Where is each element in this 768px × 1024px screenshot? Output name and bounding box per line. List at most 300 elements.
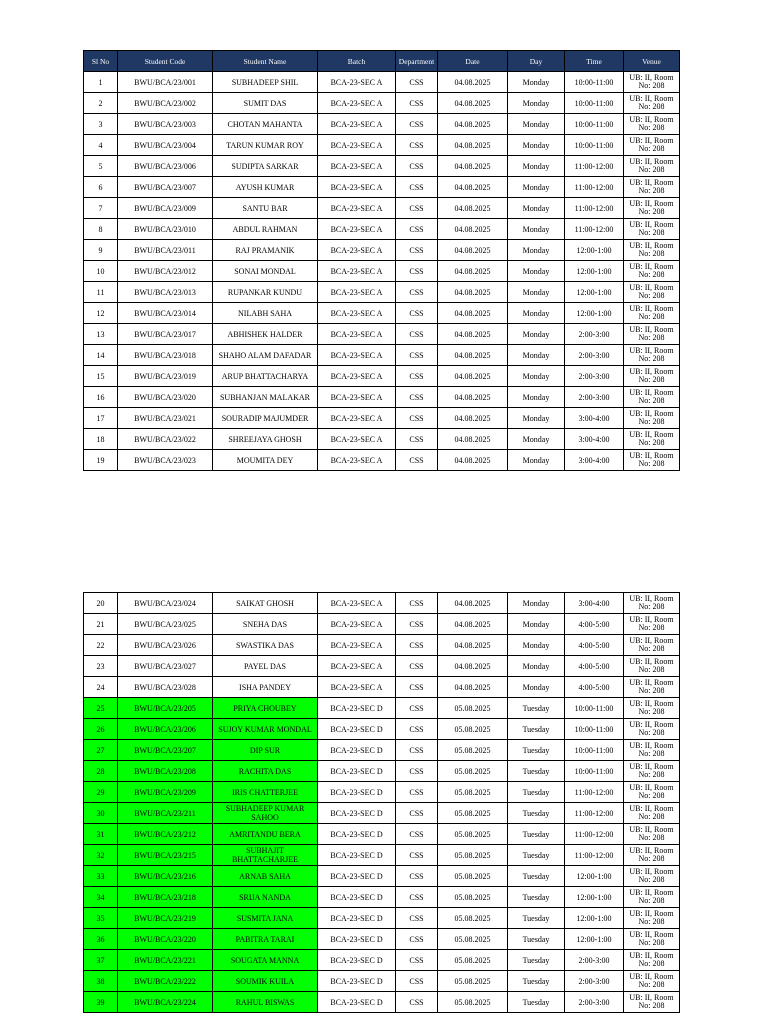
cell-day: Tuesday [508, 782, 565, 803]
cell-department: CSS [396, 240, 438, 261]
cell-sl-no: 36 [84, 929, 118, 950]
cell-student-name: RUPANKAR KUNDU [213, 282, 318, 303]
cell-date: 04.08.2025 [438, 198, 508, 219]
cell-time: 10:00-11:00 [565, 93, 624, 114]
cell-sl-no: 27 [84, 740, 118, 761]
cell-venue: UB: II, Room No: 208 [624, 324, 680, 345]
cell-venue: UB: II, Room No: 208 [624, 429, 680, 450]
cell-student-code: BWU/BCA/23/208 [118, 761, 213, 782]
cell-day: Monday [508, 93, 565, 114]
cell-department: CSS [396, 803, 438, 824]
header-venue: Venue [624, 51, 680, 72]
cell-time: 10:00-11:00 [565, 135, 624, 156]
cell-sl-no: 24 [84, 677, 118, 698]
cell-day: Monday [508, 677, 565, 698]
cell-student-name: IRIS CHATTERJEE [213, 782, 318, 803]
table-row [84, 366, 680, 387]
cell-batch: BCA-23-SEC D [318, 719, 396, 740]
cell-time: 12:00-1:00 [565, 908, 624, 929]
cell-student-name: SUJOY KUMAR MONDAL [213, 719, 318, 740]
cell-student-name: SHREEJAYA GHOSH [213, 429, 318, 450]
cell-batch: BCA-23-SEC A [318, 198, 396, 219]
cell-venue: UB: II, Room No: 208 [624, 177, 680, 198]
cell-department: CSS [396, 135, 438, 156]
cell-venue: UB: II, Room No: 208 [624, 408, 680, 429]
cell-date: 04.08.2025 [438, 366, 508, 387]
cell-venue: UB: II, Room No: 208 [624, 72, 680, 93]
table-row [84, 656, 680, 677]
cell-student-name: AMRITANDU BERA [213, 824, 318, 845]
cell-student-name: ARUP BHATTACHARYA [213, 366, 318, 387]
table-row [84, 72, 680, 93]
cell-sl-no: 19 [84, 450, 118, 471]
cell-time: 4:00-5:00 [565, 635, 624, 656]
cell-batch: BCA-23-SEC D [318, 929, 396, 950]
cell-time: 11:00-12:00 [565, 845, 624, 866]
cell-day: Monday [508, 240, 565, 261]
cell-day: Tuesday [508, 698, 565, 719]
header-date: Date [438, 51, 508, 72]
cell-batch: BCA-23-SEC A [318, 240, 396, 261]
cell-department: CSS [396, 866, 438, 887]
cell-time: 11:00-12:00 [565, 198, 624, 219]
cell-date: 04.08.2025 [438, 387, 508, 408]
cell-sl-no: 18 [84, 429, 118, 450]
table-row [84, 177, 680, 198]
cell-batch: BCA-23-SEC D [318, 824, 396, 845]
cell-sl-no: 20 [84, 593, 118, 614]
cell-batch: BCA-23-SEC A [318, 72, 396, 93]
cell-day: Tuesday [508, 950, 565, 971]
cell-student-code: BWU/BCA/23/009 [118, 198, 213, 219]
cell-day: Monday [508, 656, 565, 677]
cell-student-code: BWU/BCA/23/012 [118, 261, 213, 282]
cell-department: CSS [396, 677, 438, 698]
cell-sl-no: 39 [84, 992, 118, 1013]
cell-time: 2:00-3:00 [565, 992, 624, 1013]
cell-time: 12:00-1:00 [565, 887, 624, 908]
cell-venue: UB: II, Room No: 208 [624, 803, 680, 824]
cell-student-name: MOUMITA DEY [213, 450, 318, 471]
cell-date: 04.08.2025 [438, 324, 508, 345]
cell-student-code: BWU/BCA/23/018 [118, 345, 213, 366]
cell-sl-no: 16 [84, 387, 118, 408]
cell-batch: BCA-23-SEC D [318, 908, 396, 929]
cell-time: 11:00-12:00 [565, 782, 624, 803]
schedule-table-bottom [83, 592, 680, 1013]
cell-day: Tuesday [508, 719, 565, 740]
cell-department: CSS [396, 635, 438, 656]
cell-department: CSS [396, 219, 438, 240]
cell-day: Monday [508, 156, 565, 177]
cell-student-code: BWU/BCA/23/006 [118, 156, 213, 177]
table-row [84, 887, 680, 908]
cell-time: 10:00-11:00 [565, 719, 624, 740]
cell-sl-no: 32 [84, 845, 118, 866]
cell-batch: BCA-23-SEC D [318, 992, 396, 1013]
schedule-table-top [83, 50, 680, 471]
cell-department: CSS [396, 761, 438, 782]
cell-student-name: SUMIT DAS [213, 93, 318, 114]
header-day: Day [508, 51, 565, 72]
cell-date: 04.08.2025 [438, 635, 508, 656]
cell-student-name: RAJ PRAMANIK [213, 240, 318, 261]
cell-time: 11:00-12:00 [565, 824, 624, 845]
cell-department: CSS [396, 429, 438, 450]
cell-sl-no: 8 [84, 219, 118, 240]
cell-day: Tuesday [508, 845, 565, 866]
table-row [84, 740, 680, 761]
cell-student-name: SAIKAT GHOSH [213, 593, 318, 614]
cell-day: Tuesday [508, 740, 565, 761]
cell-day: Monday [508, 593, 565, 614]
cell-date: 05.08.2025 [438, 824, 508, 845]
cell-venue: UB: II, Room No: 208 [624, 782, 680, 803]
cell-venue: UB: II, Room No: 208 [624, 677, 680, 698]
header-student-code: Student Code [118, 51, 213, 72]
header-batch: Batch [318, 51, 396, 72]
cell-department: CSS [396, 198, 438, 219]
cell-venue: UB: II, Room No: 208 [624, 114, 680, 135]
cell-time: 12:00-1:00 [565, 303, 624, 324]
cell-department: CSS [396, 177, 438, 198]
table-row [84, 866, 680, 887]
cell-department: CSS [396, 261, 438, 282]
cell-time: 10:00-11:00 [565, 72, 624, 93]
cell-sl-no: 31 [84, 824, 118, 845]
cell-batch: BCA-23-SEC A [318, 135, 396, 156]
cell-time: 4:00-5:00 [565, 677, 624, 698]
table-row [84, 345, 680, 366]
cell-day: Monday [508, 450, 565, 471]
cell-batch: BCA-23-SEC D [318, 761, 396, 782]
table-row [84, 282, 680, 303]
cell-time: 3:00-4:00 [565, 408, 624, 429]
cell-batch: BCA-23-SEC D [318, 887, 396, 908]
cell-student-name: PABITRA TARAI [213, 929, 318, 950]
table-row [84, 198, 680, 219]
cell-sl-no: 13 [84, 324, 118, 345]
cell-department: CSS [396, 782, 438, 803]
cell-student-code: BWU/BCA/23/224 [118, 992, 213, 1013]
table-row [84, 387, 680, 408]
table-row [84, 219, 680, 240]
cell-day: Monday [508, 72, 565, 93]
cell-batch: BCA-23-SEC D [318, 698, 396, 719]
cell-venue: UB: II, Room No: 208 [624, 656, 680, 677]
cell-time: 12:00-1:00 [565, 282, 624, 303]
cell-student-name: SONAI MONDAL [213, 261, 318, 282]
header-sl-no: Sl No [84, 51, 118, 72]
table-row [84, 992, 680, 1013]
table-row [84, 614, 680, 635]
cell-student-name: DIP SUR [213, 740, 318, 761]
cell-day: Tuesday [508, 803, 565, 824]
cell-day: Tuesday [508, 824, 565, 845]
cell-batch: BCA-23-SEC A [318, 282, 396, 303]
cell-department: CSS [396, 719, 438, 740]
cell-student-code: BWU/BCA/23/220 [118, 929, 213, 950]
cell-venue: UB: II, Room No: 208 [624, 971, 680, 992]
cell-student-code: BWU/BCA/23/019 [118, 366, 213, 387]
cell-sl-no: 35 [84, 908, 118, 929]
cell-sl-no: 10 [84, 261, 118, 282]
cell-venue: UB: II, Room No: 208 [624, 135, 680, 156]
cell-department: CSS [396, 929, 438, 950]
cell-sl-no: 17 [84, 408, 118, 429]
cell-sl-no: 4 [84, 135, 118, 156]
cell-student-code: BWU/BCA/23/022 [118, 429, 213, 450]
cell-date: 04.08.2025 [438, 303, 508, 324]
cell-venue: UB: II, Room No: 208 [624, 719, 680, 740]
cell-student-code: BWU/BCA/23/025 [118, 614, 213, 635]
cell-time: 11:00-12:00 [565, 177, 624, 198]
cell-sl-no: 26 [84, 719, 118, 740]
cell-batch: BCA-23-SEC A [318, 593, 396, 614]
cell-day: Monday [508, 219, 565, 240]
cell-student-code: BWU/BCA/23/027 [118, 656, 213, 677]
cell-student-name: PRIYA CHOUBEY [213, 698, 318, 719]
cell-department: CSS [396, 656, 438, 677]
cell-sl-no: 11 [84, 282, 118, 303]
cell-day: Tuesday [508, 992, 565, 1013]
table-row [84, 971, 680, 992]
cell-student-code: BWU/BCA/23/023 [118, 450, 213, 471]
cell-batch: BCA-23-SEC D [318, 950, 396, 971]
cell-department: CSS [396, 887, 438, 908]
cell-student-code: BWU/BCA/23/207 [118, 740, 213, 761]
cell-day: Monday [508, 282, 565, 303]
cell-student-name: SANTU BAR [213, 198, 318, 219]
cell-time: 3:00-4:00 [565, 450, 624, 471]
cell-day: Tuesday [508, 908, 565, 929]
cell-sl-no: 25 [84, 698, 118, 719]
table-row [84, 803, 680, 824]
cell-time: 2:00-3:00 [565, 950, 624, 971]
cell-date: 05.08.2025 [438, 971, 508, 992]
cell-venue: UB: II, Room No: 208 [624, 887, 680, 908]
cell-student-name: SOUGATA MANNA [213, 950, 318, 971]
cell-day: Monday [508, 635, 565, 656]
cell-venue: UB: II, Room No: 208 [624, 845, 680, 866]
cell-day: Tuesday [508, 887, 565, 908]
cell-time: 12:00-1:00 [565, 261, 624, 282]
cell-venue: UB: II, Room No: 208 [624, 614, 680, 635]
cell-venue: UB: II, Room No: 208 [624, 450, 680, 471]
cell-date: 05.08.2025 [438, 740, 508, 761]
cell-batch: BCA-23-SEC A [318, 345, 396, 366]
cell-batch: BCA-23-SEC A [318, 324, 396, 345]
table-row [84, 93, 680, 114]
cell-student-name: ABDUL RAHMAN [213, 219, 318, 240]
cell-time: 12:00-1:00 [565, 929, 624, 950]
header-time: Time [565, 51, 624, 72]
cell-sl-no: 23 [84, 656, 118, 677]
cell-student-code: BWU/BCA/23/206 [118, 719, 213, 740]
cell-sl-no: 9 [84, 240, 118, 261]
cell-student-code: BWU/BCA/23/013 [118, 282, 213, 303]
cell-time: 3:00-4:00 [565, 593, 624, 614]
cell-batch: BCA-23-SEC D [318, 740, 396, 761]
cell-batch: BCA-23-SEC A [318, 219, 396, 240]
cell-time: 11:00-12:00 [565, 219, 624, 240]
table-row [84, 677, 680, 698]
cell-student-name: SNEHA DAS [213, 614, 318, 635]
table-row [84, 824, 680, 845]
cell-department: CSS [396, 950, 438, 971]
cell-time: 3:00-4:00 [565, 429, 624, 450]
cell-date: 04.08.2025 [438, 429, 508, 450]
table-row [84, 719, 680, 740]
cell-sl-no: 1 [84, 72, 118, 93]
cell-sl-no: 37 [84, 950, 118, 971]
cell-student-code: BWU/BCA/23/014 [118, 303, 213, 324]
cell-student-name: ARNAB SAHA [213, 866, 318, 887]
cell-day: Monday [508, 198, 565, 219]
cell-venue: UB: II, Room No: 208 [624, 198, 680, 219]
cell-batch: BCA-23-SEC D [318, 845, 396, 866]
cell-sl-no: 2 [84, 93, 118, 114]
cell-batch: BCA-23-SEC D [318, 971, 396, 992]
cell-venue: UB: II, Room No: 208 [624, 156, 680, 177]
cell-day: Monday [508, 324, 565, 345]
cell-date: 04.08.2025 [438, 135, 508, 156]
cell-student-code: BWU/BCA/23/209 [118, 782, 213, 803]
cell-student-code: BWU/BCA/23/002 [118, 93, 213, 114]
cell-date: 05.08.2025 [438, 866, 508, 887]
cell-sl-no: 28 [84, 761, 118, 782]
cell-batch: BCA-23-SEC A [318, 656, 396, 677]
cell-day: Monday [508, 387, 565, 408]
table-row [84, 698, 680, 719]
cell-student-code: BWU/BCA/23/007 [118, 177, 213, 198]
table-row [84, 845, 680, 866]
cell-time: 2:00-3:00 [565, 387, 624, 408]
cell-date: 05.08.2025 [438, 929, 508, 950]
cell-department: CSS [396, 614, 438, 635]
cell-student-code: BWU/BCA/23/216 [118, 866, 213, 887]
cell-batch: BCA-23-SEC A [318, 677, 396, 698]
cell-date: 05.08.2025 [438, 992, 508, 1013]
cell-venue: UB: II, Room No: 208 [624, 824, 680, 845]
table-row [84, 429, 680, 450]
table-row [84, 593, 680, 614]
cell-date: 04.08.2025 [438, 177, 508, 198]
cell-day: Monday [508, 303, 565, 324]
cell-department: CSS [396, 366, 438, 387]
cell-date: 04.08.2025 [438, 156, 508, 177]
table-row [84, 950, 680, 971]
cell-batch: BCA-23-SEC A [318, 408, 396, 429]
table-row [84, 114, 680, 135]
header-row [84, 51, 680, 72]
cell-sl-no: 5 [84, 156, 118, 177]
cell-sl-no: 38 [84, 971, 118, 992]
cell-department: CSS [396, 156, 438, 177]
cell-batch: BCA-23-SEC A [318, 156, 396, 177]
cell-student-name: SUBHANJAN MALAKAR [213, 387, 318, 408]
cell-student-name: SUBHADEEP KUMAR SAHOO [213, 803, 318, 824]
cell-batch: BCA-23-SEC A [318, 614, 396, 635]
cell-day: Monday [508, 177, 565, 198]
cell-student-name: PAYEL DAS [213, 656, 318, 677]
cell-student-code: BWU/BCA/23/001 [118, 72, 213, 93]
cell-date: 04.08.2025 [438, 114, 508, 135]
cell-batch: BCA-23-SEC A [318, 429, 396, 450]
cell-venue: UB: II, Room No: 208 [624, 908, 680, 929]
cell-day: Monday [508, 114, 565, 135]
cell-day: Tuesday [508, 929, 565, 950]
cell-date: 05.08.2025 [438, 908, 508, 929]
cell-time: 11:00-12:00 [565, 156, 624, 177]
cell-venue: UB: II, Room No: 208 [624, 219, 680, 240]
cell-student-code: BWU/BCA/23/221 [118, 950, 213, 971]
cell-day: Monday [508, 261, 565, 282]
cell-batch: BCA-23-SEC D [318, 782, 396, 803]
cell-sl-no: 6 [84, 177, 118, 198]
cell-student-name: RACHITA DAS [213, 761, 318, 782]
cell-batch: BCA-23-SEC D [318, 803, 396, 824]
cell-venue: UB: II, Room No: 208 [624, 929, 680, 950]
cell-batch: BCA-23-SEC D [318, 866, 396, 887]
table-row [84, 240, 680, 261]
cell-time: 11:00-12:00 [565, 803, 624, 824]
cell-time: 10:00-11:00 [565, 698, 624, 719]
cell-venue: UB: II, Room No: 208 [624, 366, 680, 387]
cell-venue: UB: II, Room No: 208 [624, 992, 680, 1013]
cell-student-name: SRIJA NANDA [213, 887, 318, 908]
cell-student-name: SUSMITA JANA [213, 908, 318, 929]
cell-time: 10:00-11:00 [565, 740, 624, 761]
cell-date: 04.08.2025 [438, 614, 508, 635]
cell-venue: UB: II, Room No: 208 [624, 593, 680, 614]
cell-sl-no: 33 [84, 866, 118, 887]
cell-date: 04.08.2025 [438, 240, 508, 261]
cell-department: CSS [396, 908, 438, 929]
cell-sl-no: 29 [84, 782, 118, 803]
cell-department: CSS [396, 303, 438, 324]
cell-date: 04.08.2025 [438, 219, 508, 240]
cell-student-code: BWU/BCA/23/211 [118, 803, 213, 824]
cell-time: 2:00-3:00 [565, 324, 624, 345]
cell-student-name: ABHISHEK HALDER [213, 324, 318, 345]
cell-day: Monday [508, 345, 565, 366]
table-row [84, 761, 680, 782]
table-row [84, 450, 680, 471]
cell-date: 04.08.2025 [438, 593, 508, 614]
cell-department: CSS [396, 387, 438, 408]
cell-sl-no: 12 [84, 303, 118, 324]
cell-student-name: CHOTAN MAHANTA [213, 114, 318, 135]
cell-venue: UB: II, Room No: 208 [624, 950, 680, 971]
cell-venue: UB: II, Room No: 208 [624, 761, 680, 782]
cell-department: CSS [396, 114, 438, 135]
cell-venue: UB: II, Room No: 208 [624, 282, 680, 303]
table-row [84, 324, 680, 345]
table-row [84, 929, 680, 950]
cell-student-code: BWU/BCA/23/215 [118, 845, 213, 866]
cell-day: Monday [508, 429, 565, 450]
cell-student-name: TARUN KUMAR ROY [213, 135, 318, 156]
cell-student-code: BWU/BCA/23/021 [118, 408, 213, 429]
cell-student-code: BWU/BCA/23/003 [118, 114, 213, 135]
table-row [84, 408, 680, 429]
header-department: Department [396, 51, 438, 72]
cell-student-name: SUBHADEEP SHIL [213, 72, 318, 93]
cell-venue: UB: II, Room No: 208 [624, 866, 680, 887]
cell-student-code: BWU/BCA/23/212 [118, 824, 213, 845]
cell-student-code: BWU/BCA/23/017 [118, 324, 213, 345]
